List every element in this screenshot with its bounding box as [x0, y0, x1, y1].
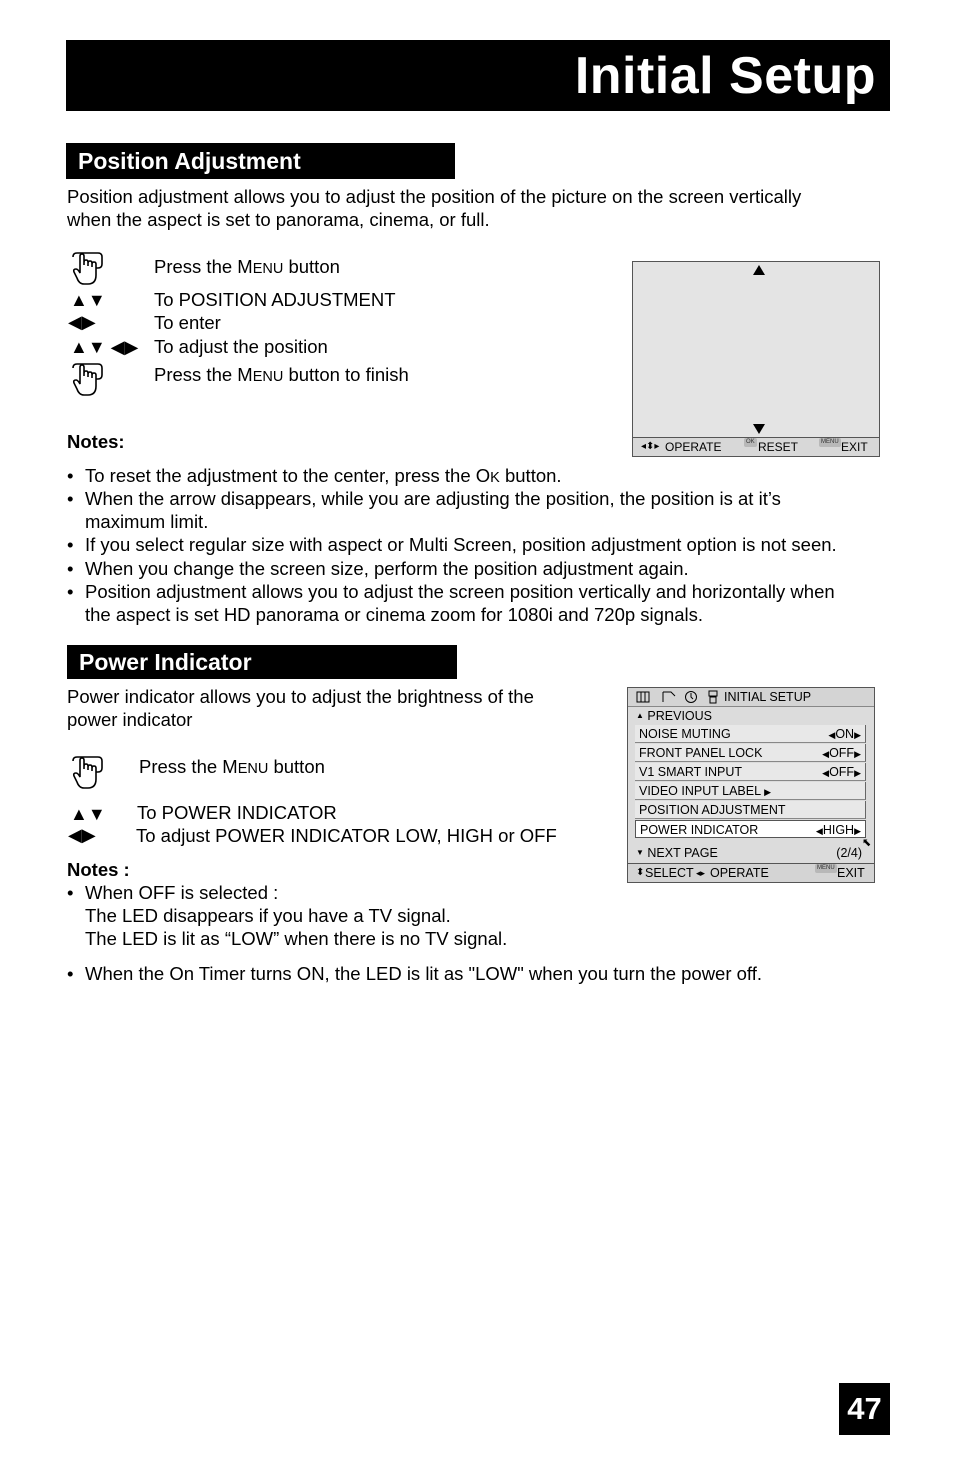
menu-next-page[interactable]: ▼ NEXT PAGE (2/4) [636, 846, 862, 860]
position-step-menu: Press the MENU button [154, 256, 340, 277]
right-arrow-icon: ▶ [764, 787, 771, 797]
section-header-position [66, 143, 455, 179]
menu-footer: ⬍ SELECT ◂▸ OPERATE MENU EXIT [628, 863, 874, 882]
page-title: Initial Setup [574, 47, 876, 105]
page-number: 47 [839, 1383, 890, 1435]
initial-setup-menu-screen [627, 687, 875, 883]
menu-item-v1-smart-input[interactable]: V1 SMART INPUT ◀OFF▶ [635, 763, 866, 781]
position-adjust-screen [632, 261, 880, 457]
down-arrow-icon: ▼ [636, 848, 644, 857]
page-header-bar [66, 40, 890, 111]
section-title-position: Position Adjustment [78, 148, 301, 174]
page-indicator: (2/4) [836, 846, 862, 860]
position-notes-title: Notes: [67, 431, 125, 452]
up-down-arrows-icon: ▲▼ [70, 290, 106, 310]
power-notes-title: Notes : [67, 859, 130, 880]
cursor-icon: ⬉ [862, 837, 872, 849]
menu-title: INITIAL SETUP [724, 690, 812, 704]
setup-icon [707, 690, 719, 704]
section-header-power [67, 645, 457, 679]
menu-item-noise-muting[interactable]: NOISE MUTING ◀ON▶ [635, 725, 866, 743]
position-intro-line2: when the aspect is set to panorama, cinema, or full. [67, 209, 490, 230]
up-arrow-icon: ▲ [636, 711, 644, 720]
reset-label: RESET [758, 440, 799, 454]
position-step-adjust: To adjust the position [154, 336, 328, 357]
sound-icon [662, 691, 676, 703]
position-step-enter: To enter [154, 312, 221, 333]
position-step-select: To POSITION ADJUSTMENT [154, 289, 396, 310]
down-arrow-icon [753, 424, 765, 434]
exit-label: EXIT [841, 440, 868, 454]
section-title-power: Power Indicator [79, 649, 252, 675]
power-step-select: To POWER INDICATOR [137, 802, 337, 823]
left-right-arrows-icon: ◂▸ [696, 868, 706, 878]
menu-badge: MENU [817, 865, 835, 871]
ok-badge: OK [746, 439, 755, 445]
all-arrows-icon: ◂⬍▸ [641, 441, 660, 452]
all-arrows-icon: ▲▼ ◀▶ [70, 337, 139, 357]
operate-label: OPERATE [665, 440, 722, 454]
position-step-finish: Press the MENU button to finish [154, 364, 409, 385]
menu-previous[interactable]: ▲ PREVIOUS [636, 709, 713, 723]
power-intro-line2: power indicator [67, 709, 193, 730]
screen-footer [633, 437, 879, 456]
up-arrow-icon [753, 265, 765, 275]
position-intro [67, 185, 801, 231]
power-intro-line1: Power indicator allows you to adjust the brightness of the [67, 686, 534, 707]
power-step-adjust: To adjust POWER INDICATOR LOW, HIGH or OFF [136, 825, 557, 846]
menu-item-front-panel-lock[interactable]: FRONT PANEL LOCK ◀OFF▶ [635, 744, 866, 762]
menu-item-video-input-label[interactable]: VIDEO INPUT LABEL ▶ [635, 782, 866, 800]
power-step-menu: Press the MENU button [139, 756, 325, 777]
hand-press-icon [68, 362, 104, 398]
hand-press-icon [68, 251, 104, 287]
up-down-arrows-icon: ▲▼ [70, 804, 106, 824]
menu-item-power-indicator[interactable]: POWER INDICATOR ◀HIGH▶ [635, 820, 866, 838]
hand-press-icon [68, 755, 104, 791]
left-right-arrows-icon: ◀▶ [68, 312, 96, 332]
menu-header [628, 688, 874, 707]
menu-item-position-adjustment[interactable]: POSITION ADJUSTMENT [635, 801, 866, 819]
position-intro-line1: Position adjustment allows you to adjust the position of the picture on the screen vertically [67, 186, 802, 207]
clock-icon [684, 690, 698, 704]
up-down-arrows-icon: ⬍ [636, 867, 645, 878]
left-right-arrows-icon: ◀▶ [68, 825, 96, 845]
power-intro [67, 685, 534, 731]
picture-icon [636, 691, 650, 703]
menu-badge: MENU [821, 439, 839, 445]
